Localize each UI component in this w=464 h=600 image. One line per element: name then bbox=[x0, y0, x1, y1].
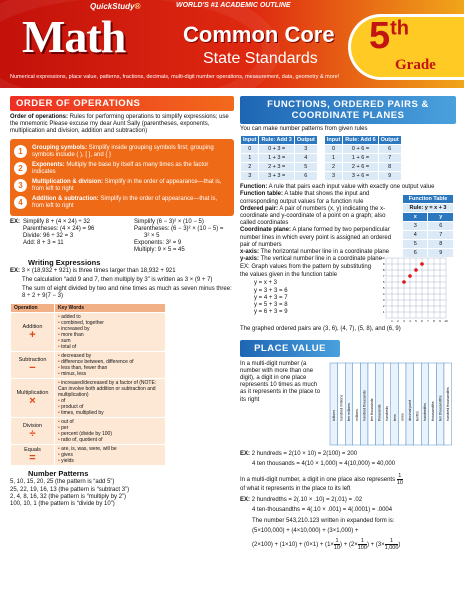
place-value-label: decimal point bbox=[408, 399, 412, 421]
left-column bbox=[10, 96, 234, 508]
divide-icon: ÷ bbox=[29, 427, 36, 440]
table-row: Addition + • added to • combined, together • increased by • more than • sum • total of bbox=[11, 313, 166, 352]
place-value-intro: In a multi-digit number (a number with more than one digit), a digit in one place represents 10 times as much as it represents in the place to its right bbox=[240, 360, 321, 403]
functions-intro: You can make number patterns from given rules bbox=[240, 126, 368, 132]
header-banner bbox=[0, 0, 464, 88]
plotted-point bbox=[402, 281, 406, 285]
place-value-label: billions bbox=[332, 409, 336, 421]
graph-intro: EX: Graph values from the pattern by substituting the values given in the function table bbox=[240, 264, 372, 278]
table-row: 6 9 bbox=[403, 249, 454, 258]
coordinate-grid bbox=[378, 256, 454, 324]
x-tick-label: 2 bbox=[397, 319, 399, 324]
place-value-label: ten thousands bbox=[370, 398, 374, 421]
place-value-column bbox=[330, 363, 338, 445]
place-value-label: hundred thousands bbox=[362, 389, 367, 421]
rule-add-6-table: Input Rule: Add 6 Output 0 0 + 6 = 6 1 1 + 6 = 7 2 2 + 6 = 8 3 3 + 6 = 9 bbox=[324, 135, 402, 181]
step-2: 2 Exponents: Multiply the base by itself as many times as the factor indicates bbox=[14, 162, 228, 176]
times-icon: × bbox=[29, 394, 36, 407]
table-row: Multiplication × • increased/decreased by a factor of (NOTE: Can involve both addition or subtraction and multiplication) • of • product of • times, multiplied by bbox=[11, 379, 166, 418]
right-column bbox=[240, 96, 456, 551]
table-row: 3 3 + 3 = 6 bbox=[241, 172, 318, 181]
x-tick-label: 10 bbox=[444, 319, 448, 324]
grade-badge bbox=[348, 14, 464, 80]
y-tick-label: 6 bbox=[382, 280, 385, 285]
order-of-operations-heading: ORDER OF OPERATIONS bbox=[10, 96, 234, 111]
definition: Coordinate plane: A plane formed by two perpendicular number lines in which every point is assigned an ordered pair of numbers bbox=[240, 227, 392, 248]
y-tick-label: 10 bbox=[381, 256, 385, 261]
place-value-label: hundredths bbox=[423, 402, 428, 421]
place-value-label: ten millions bbox=[347, 402, 352, 421]
place-value-label: thousands bbox=[377, 404, 382, 421]
minus-icon: − bbox=[29, 361, 36, 374]
x-tick-label: 9 bbox=[439, 319, 441, 324]
number-patterns-heading: Number Patterns bbox=[28, 469, 89, 479]
brand-logo: QuickStudy® bbox=[90, 2, 141, 11]
y-tick-label: 7 bbox=[382, 274, 385, 279]
place-value-heading: PLACE VALUE bbox=[240, 340, 340, 357]
function-table: Function Table Rule: y = x + 3 x y 3 6 4 7 5 8 6 9 bbox=[402, 194, 454, 258]
table-row: 2 2 + 6 = 8 bbox=[324, 163, 401, 172]
graphed-pairs: The graphed ordered pairs are (3, 6), (4, 7), (5, 8), and (6, 9) bbox=[240, 326, 401, 333]
subtitle-common-core: Common Core bbox=[183, 22, 335, 47]
pattern-tables bbox=[240, 135, 456, 181]
page-title: Math bbox=[22, 11, 126, 62]
table-row: Equals = • are, is, was, were, will be • gives • yields bbox=[11, 445, 166, 466]
topics-line: Numerical expressions, place value, patterns, fractions, decimals, multi-digit number operations, measurement, data, geometry & more! bbox=[10, 74, 340, 80]
definition: Ordered pair: A pair of numbers (x, y) indicating the x-coordinate and y-coordinate of a point on a graph; also called coordinates bbox=[240, 205, 386, 227]
x-tick-label: 3 bbox=[403, 319, 405, 324]
place-value-column bbox=[398, 363, 406, 445]
place-value-column bbox=[353, 363, 361, 445]
number-patterns: 5, 10, 15, 20, 25 (the pattern is “add 5”) 25, 22, 19, 16, 13 (the pattern is “subtract 3”) 2, 4, 8, 16, 32 (the pattern is “multiply by 2”) 100, 10, 1 (the pattern is “divide by 10”) bbox=[10, 479, 130, 508]
y-tick-label: 2 bbox=[382, 304, 385, 309]
functions-heading: FUNCTIONS, ORDERED PAIRS & COORDINATE PLANES bbox=[240, 96, 456, 124]
x-tick-label: 4 bbox=[409, 319, 411, 324]
equations: y = x + 3 y = 3 + 3 = 6 y = 4 + 3 = 7 y = 5 + 3 = 8 y = 6 + 3 = 9 bbox=[254, 280, 288, 316]
place-value-label: hundred thousandths bbox=[446, 386, 450, 421]
step-4: 4 Addition & subtraction: Simplify in the order of appearance—that is, from left to right bbox=[14, 196, 228, 210]
steps-box bbox=[10, 139, 234, 216]
x-tick-label: 6 bbox=[421, 319, 423, 324]
place-value-label: ones bbox=[400, 412, 405, 421]
place-value-label: tenths bbox=[415, 410, 420, 421]
y-tick-label: 4 bbox=[382, 292, 385, 297]
definition: x-axis: The horizontal number line in a coordinate plane bbox=[240, 249, 389, 256]
place-value-column bbox=[376, 363, 384, 445]
order-intro: Order of operations: Rules for performing operations to simplify expressions; use the mnemonic Please excuse my dear Aunt Sally (parentheses, exponents, multiplication and division, addition and subtraction) bbox=[10, 114, 229, 135]
y-tick-label: 1 bbox=[382, 310, 385, 315]
y-tick-label: 5 bbox=[382, 286, 385, 291]
table-row: Division ÷ • out of • per • percent (divide by 100) • ratio of, quotient of bbox=[11, 418, 166, 445]
table-row: 3 3 + 6 = 9 bbox=[324, 172, 401, 181]
y-tick-label: 8 bbox=[382, 268, 385, 273]
place-value-label: tens bbox=[392, 413, 397, 421]
plotted-point bbox=[414, 269, 418, 273]
table-row: 0 0 + 6 = 6 bbox=[324, 145, 401, 154]
tagline: WORLD'S #1 ACADEMIC OUTLINE bbox=[176, 2, 291, 9]
place-value-label: thousandths bbox=[430, 401, 435, 421]
key-words-table: Operation Key Words Addition + • added to • combined, together • increased by • more than • sum • total of Subtraction − • decreased by • difference between, difference of • less than, fewer than • minus, less Multiplication × • increased/decreased by a factor of (NOTE: Can involve both addition or subtraction and multiplication) • of • product of • times, multiplied by Division ÷ • out of • per • percent (divide by 100) • ratio of, quotient of Equals = • are, is, was, were, will be • gives • yields bbox=[10, 303, 166, 466]
place-value-label: hundred millions bbox=[339, 394, 344, 421]
table-row: 4 7 bbox=[403, 231, 454, 240]
place-value-column bbox=[414, 363, 422, 445]
table-row: 5 8 bbox=[403, 240, 454, 249]
definitions-area bbox=[240, 184, 456, 263]
order-examples: EX: Simplify 8 + (4 × 24) ÷ 32 Parentheses: (4 × 24) = 96 Divide: 96 ÷ 32 = 3 Add: 8 + 3 = 11 Simplify (6 − 3)² × (10 − 5) Parentheses: (6 − 3)² × (10 − 5) = 3² × 5 Exponents: 3² = 9 Multiply: 9 × 5 = 45 bbox=[10, 218, 224, 254]
y-tick-label: 9 bbox=[382, 262, 385, 267]
plotted-point bbox=[408, 275, 412, 279]
definition: Function table: A table that shows the input and corresponding output values for a function rule bbox=[240, 191, 370, 205]
writing-examples: EX: 3 × (18,932 + 921) is three times larger than 18,932 + 921 The calculation “add 9 and 7, then multiply by 3” is written as 3 × (9 + 7) The sum of eight divided by two and nine times as much as seven minus three: 8 ÷ 2 + 9(7 − 3) bbox=[10, 267, 232, 300]
x-tick-label: 5 bbox=[415, 319, 417, 324]
step-1: 1 Grouping symbols: Simplify inside grouping symbols first; grouping symbols include ( ), [ ], and { } bbox=[14, 145, 228, 159]
plotted-point bbox=[420, 263, 424, 267]
rule-add-3-table: Input Rule: Add 3 Output 0 0 + 3 = 3 1 1 + 3 = 4 2 2 + 3 = 5 3 3 + 3 = 6 bbox=[240, 135, 318, 181]
y-tick-label: 3 bbox=[382, 298, 385, 303]
subtitle-state-standards: State Standards bbox=[203, 50, 318, 67]
plus-icon: + bbox=[29, 328, 36, 341]
table-row: 3 6 bbox=[403, 222, 454, 231]
writing-expressions-heading: Writing Expressions bbox=[28, 257, 101, 267]
grade-number: 5th bbox=[369, 15, 410, 57]
definition: Function: A rule that pairs each input value with exactly one output value bbox=[240, 184, 435, 191]
place-value-column bbox=[391, 363, 399, 445]
table-row: Subtraction − • decreased by • difference between, difference of • less than, fewer than • minus, less bbox=[11, 352, 166, 379]
place-value-label: ten thousandths bbox=[438, 395, 443, 421]
place-value-label: millions bbox=[354, 408, 359, 421]
place-value-label: hundreds bbox=[385, 405, 390, 421]
table-row: 1 1 + 6 = 7 bbox=[324, 154, 401, 163]
place-value-chart bbox=[328, 361, 456, 449]
definition: y-axis: The vertical number line in a coordinate plane bbox=[240, 256, 382, 263]
table-row: 2 2 + 3 = 5 bbox=[241, 163, 318, 172]
table-row: 0 0 + 3 = 3 bbox=[241, 145, 318, 154]
x-tick-label: 1 bbox=[391, 319, 393, 324]
place-value-examples: EX: 2 hundreds = 2(10 × 10) = 2(100) = 200 4 ten thousands = 4(10 × 1,000) = 4(10,000) = 40,000 In a multi-digit number, a digit in one place also represents $\frac{1}{10}$ of what it represents in the place to its left EX: 2 hundredths = 2(.10 × .10) = 2(.01) = .02 4 ten-thousandths = 4(.10 × .001) = 4(.0001) = .0004 The number 543,210.123 written in expanded form is: (5×100,000) + (4×10,000) + (3×1,000) + (2×100) + (1×10) + (0×1) + (1× $\frac{1}{10}$ ) + (2× $\frac{1}{100}$ ) + (3× $\frac{1}{1,000}$ ) bbox=[240, 450, 403, 552]
grade-word: Grade bbox=[395, 57, 436, 73]
x-tick-label: 8 bbox=[433, 319, 435, 324]
place-value-intro-area bbox=[240, 361, 456, 451]
x-tick-label: 7 bbox=[427, 319, 429, 324]
place-value-column bbox=[383, 363, 391, 445]
main-content bbox=[0, 88, 464, 600]
equals-icon: = bbox=[29, 451, 36, 464]
table-row: 1 1 + 3 = 4 bbox=[241, 154, 318, 163]
step-3: 3 Multiplication & division: Simplify in the order of appearance—that is, from left to right bbox=[14, 179, 228, 193]
